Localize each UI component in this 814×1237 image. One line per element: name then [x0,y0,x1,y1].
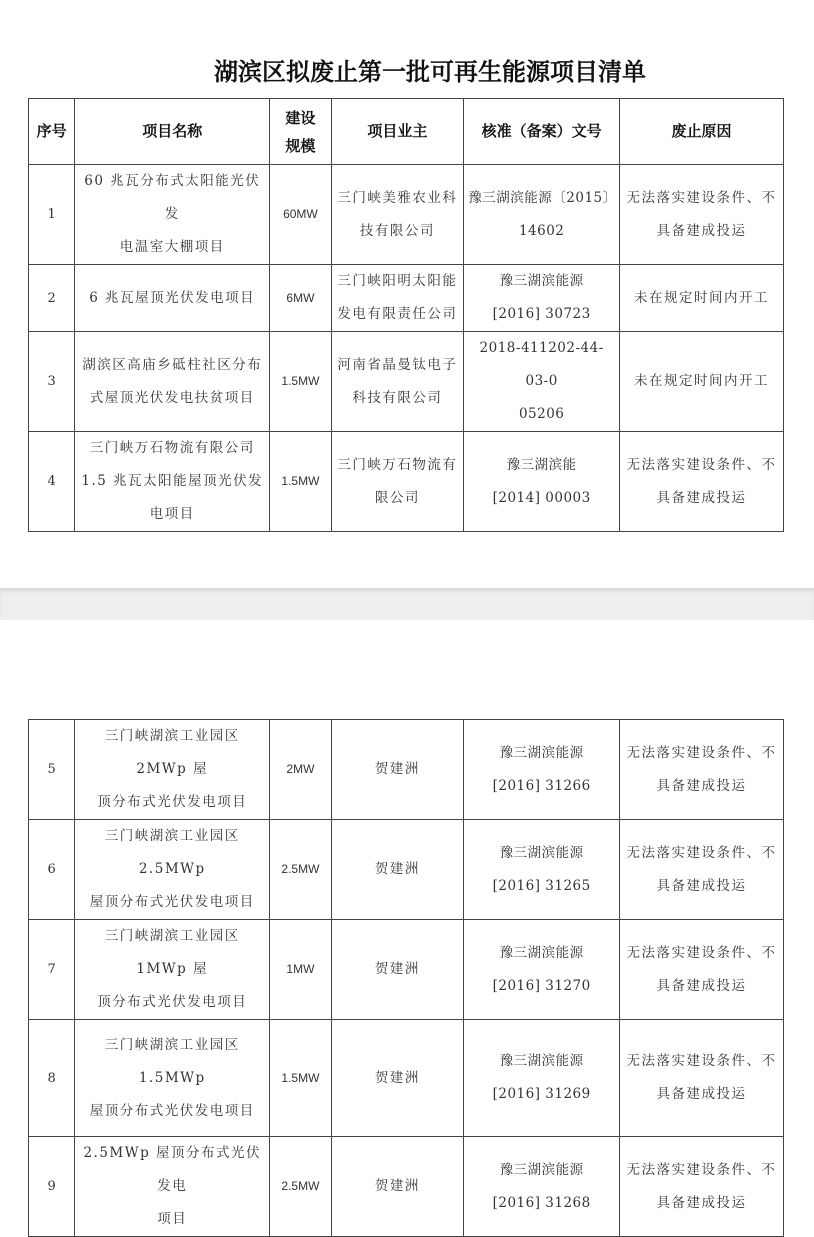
cell-name [75,720,270,820]
cell-line: 河南省晶曼钛电子 [337,356,458,373]
cell-name [75,820,270,920]
cell-owner: 贺建洲 [331,920,464,1020]
cell-no: 4 [29,432,75,532]
cell-owner [331,265,464,332]
cell-line: 60 兆瓦分布式太阳能光伏发 [84,173,261,222]
cell-no: 3 [29,332,75,432]
table-row [29,1020,784,1137]
cell-doc [464,1137,620,1237]
cell-name [75,920,270,1020]
cell-name [75,1020,270,1137]
cell-name [75,432,270,532]
cell-line: 豫三湖滨能源 [499,273,584,289]
header-owner: 项目业主 [331,99,464,165]
cell-line: [2016] 31265 [492,877,591,894]
cell-line: 未在规定时间内开工 [634,289,770,306]
cell-line: 三门峡万石物流有 [337,456,458,473]
cell-scale: 6MW [270,265,331,332]
cell-no: 6 [29,820,75,920]
table-row [29,820,784,920]
table-row [29,920,784,1020]
cell-line: 电温室大棚项目 [119,239,225,255]
header-scale-line-1: 建设 [285,108,316,127]
cell-owner: 贺建洲 [331,720,464,820]
cell-line: 屋顶分布式光伏发电项目 [89,894,255,910]
cell-line: 限公司 [374,489,420,506]
cell-reason [620,432,784,532]
cell-scale: 60MW [270,165,331,265]
cell-line: 发电有限责任公司 [337,306,458,322]
table-row [29,165,784,265]
cell-reason [620,1020,784,1137]
cell-line: 14602 [518,222,565,239]
cell-line: 三门峡万石物流有限公司 [89,440,255,456]
cell-line: 三门峡湖滨工业园区 2MWp 屋 [104,728,240,777]
cell-no: 9 [29,1137,75,1237]
cell-scale: 1.5MW [270,332,331,432]
project-table-part-1 [28,98,784,532]
cell-line: 三门峡湖滨工业园区 2.5MWp [104,828,240,877]
cell-line: [2016] 31269 [492,1086,591,1102]
page-break-separator [0,588,814,621]
table-row [29,720,784,820]
header-scale-line-2: 规模 [285,136,316,155]
cell-no: 7 [29,920,75,1020]
cell-line: 式屋顶光伏发电扶贫项目 [89,389,255,406]
cell-line: 科技有限公司 [352,389,443,406]
cell-line: 三门峡湖滨工业园区 1MWp 屋 [104,928,240,977]
cell-line: 湖滨区高庙乡砥柱社区分布 [82,356,263,373]
cell-name [75,1137,270,1237]
cell-line: 三门峡湖滨工业园区 1.5MWp [104,1036,240,1086]
cell-name [75,265,270,332]
cell-line: 05206 [518,406,565,422]
cell-line: 无法落实建设条件、不 [626,1161,777,1178]
table-row [29,432,784,532]
cell-line: 2018-411202-44-03-0 [479,340,604,389]
cell-owner [331,432,464,532]
table-row [29,332,784,432]
cell-line: 豫三湖滨能源〔2015〕 [468,189,617,206]
cell-scale: 2.5MW [270,1137,331,1237]
cell-doc [464,265,620,332]
cell-line: 具备建成投运 [656,1086,747,1102]
cell-reason [620,920,784,1020]
cell-scale: 2MW [270,720,331,820]
cell-line: 无法落实建设条件、不 [626,1053,777,1069]
cell-reason [620,265,784,332]
cell-line: 无法落实建设条件、不 [626,456,777,473]
cell-reason [620,1137,784,1237]
cell-line: 具备建成投运 [656,489,747,506]
cell-scale: 2.5MW [270,820,331,920]
cell-line: 豫三湖滨能源 [499,844,584,861]
header-no: 序号 [29,99,75,165]
cell-line: 无法落实建设条件、不 [626,944,777,961]
cell-owner [331,332,464,432]
cell-line: 无法落实建设条件、不 [626,744,777,761]
cell-line: [2014] 00003 [492,489,591,506]
cell-line: [2016] 31270 [492,977,591,994]
cell-reason [620,165,784,265]
cell-line: 6 兆瓦屋顶光伏发电项目 [89,289,256,306]
cell-line: 屋顶分布式光伏发电项目 [89,1102,255,1119]
cell-owner: 贺建洲 [331,820,464,920]
cell-doc [464,820,620,920]
header-reason: 废止原因 [620,99,784,165]
cell-name [75,332,270,432]
cell-reason [620,332,784,432]
table-header-row [29,99,784,165]
cell-line: 豫三湖滨能源 [499,944,584,961]
cell-line: 无法落实建设条件、不 [626,844,777,861]
cell-line: [2016] 31266 [492,777,591,794]
cell-line: 具备建成投运 [656,977,747,994]
cell-scale: 1.5MW [270,1020,331,1137]
cell-reason [620,720,784,820]
cell-line: 三门峡阳明太阳能 [337,273,458,289]
cell-no: 5 [29,720,75,820]
project-table-part-2 [28,719,784,1237]
cell-no: 1 [29,165,75,265]
cell-line: 项目 [157,1211,188,1227]
cell-no: 8 [29,1020,75,1137]
cell-line: 技有限公司 [359,222,435,239]
cell-scale: 1.5MW [270,432,331,532]
document-title: 湖滨区拟废止第一批可再生能源项目清单 [214,57,646,86]
cell-doc [464,720,620,820]
cell-line: 豫三湖滨能源 [499,744,584,761]
cell-scale: 1MW [270,920,331,1020]
header-scale [270,99,331,165]
cell-line: 豫三湖滨能源 [499,1161,584,1178]
cell-name [75,165,270,265]
cell-no: 2 [29,265,75,332]
cell-line: 三门峡美雅农业科 [337,189,458,206]
cell-line: 2.5MWp 屋顶分布式光伏发电 [83,1145,262,1194]
cell-doc [464,332,620,432]
cell-line: 豫三湖滨能 [506,456,577,473]
header-doc: 核准（备案）文号 [464,99,620,165]
cell-line: 顶分布式光伏发电项目 [97,794,248,810]
table-row [29,1137,784,1237]
cell-line: 未在规定时间内开工 [634,373,770,389]
cell-line: 电项目 [149,506,195,522]
cell-doc [464,432,620,532]
cell-line: 顶分布式光伏发电项目 [97,994,248,1010]
cell-line: 1.5 兆瓦太阳能屋顶光伏发 [81,473,264,489]
cell-line: 具备建成投运 [656,1194,747,1211]
cell-line: 豫三湖滨能源 [499,1053,584,1069]
cell-line: [2016] 30723 [492,306,591,322]
cell-reason [620,820,784,920]
cell-doc [464,165,620,265]
cell-line: 具备建成投运 [656,777,747,794]
cell-owner: 贺建洲 [331,1020,464,1137]
cell-doc [464,1020,620,1137]
cell-line: [2016] 31268 [492,1194,591,1211]
cell-line: 具备建成投运 [656,877,747,894]
cell-doc [464,920,620,1020]
header-name: 项目名称 [75,99,270,165]
cell-owner: 贺建洲 [331,1137,464,1237]
cell-line: 无法落实建设条件、不 [626,189,777,206]
table-row [29,265,784,332]
cell-owner [331,165,464,265]
cell-line: 具备建成投运 [656,222,747,239]
